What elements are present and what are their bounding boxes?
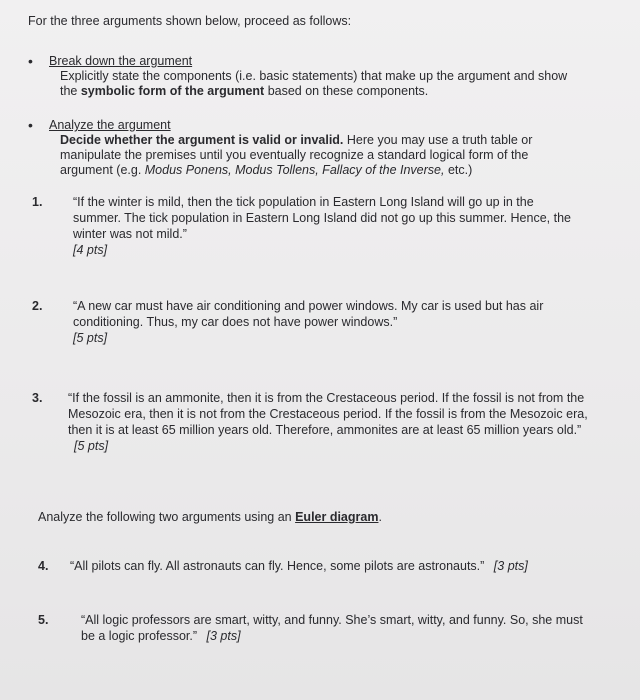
question-text: “All pilots can fly. All astronauts can fly. Hence, some pilots are astronauts.” [70, 559, 485, 573]
question-text: “All logic professors are smart, witty, and funny. She’s smart, witty, and funny. So, she must be a logic professor.” [81, 613, 583, 643]
intro-text: For the three arguments shown below, proceed as follows: [28, 14, 352, 28]
question-5 [38, 612, 608, 652]
question-4 [38, 558, 598, 578]
question-text: “A new car must have air conditioning and power windows. My car is used but has air conditioning. Thus, my car does not have power windows.” [73, 299, 544, 329]
question-number: 1. [32, 195, 43, 209]
question-3 [32, 390, 602, 480]
points-label: [3 pts] [493, 559, 528, 573]
bullet-description: Decide whether the argument is valid or invalid. Here you may use a truth table or manipulate the premises until you eventually recognize a standard logical form of the argument (e.g. Modus Ponens, Modus Tollens, Fallacy of the Inverse, etc.) [60, 133, 533, 177]
bullet-heading: Break down the argument [49, 54, 193, 68]
question-text: “If the winter is mild, then the tick population in Eastern Long Island will go up in the summer. The tick population in Eastern Long Island did not go up this summer. Hence, the winter was not mild.” [73, 195, 571, 241]
question-1 [32, 194, 592, 284]
bullet-heading: Analyze the argument [49, 118, 171, 132]
bullet-analyze [28, 118, 588, 184]
points-label: [4 pts] [73, 243, 108, 257]
bullet-dot-icon: • [28, 53, 33, 69]
points-label: [3 pts] [206, 629, 241, 643]
question-number: 3. [32, 391, 43, 405]
question-number: 5. [38, 613, 49, 627]
euler-diagram-label: Euler diagram [295, 510, 379, 524]
bullet-description: Explicitly state the components (i.e. basic statements) that make up the argument and show the symbolic form of the argument based on these components. [60, 69, 568, 98]
question-2 [32, 298, 592, 368]
bullet-break-down [28, 54, 588, 104]
question-number: 4. [38, 559, 49, 573]
bullet-dot-icon: • [28, 117, 33, 133]
question-number: 2. [32, 299, 43, 313]
points-label: [5 pts] [74, 439, 109, 453]
points-label: [5 pts] [73, 331, 108, 345]
question-text: “If the fossil is an ammonite, then it is from the Crestaceous period. If the fossil is not from the Mesozoic era, then it is not from the Crestaceous period. If the fossil is from the Mesozoic era, then it is at least 65 million years old. Therefore, ammonites are at least 65 million years old.” [68, 391, 588, 437]
euler-instruction: Analyze the following two arguments using an Euler diagram. [38, 510, 382, 524]
